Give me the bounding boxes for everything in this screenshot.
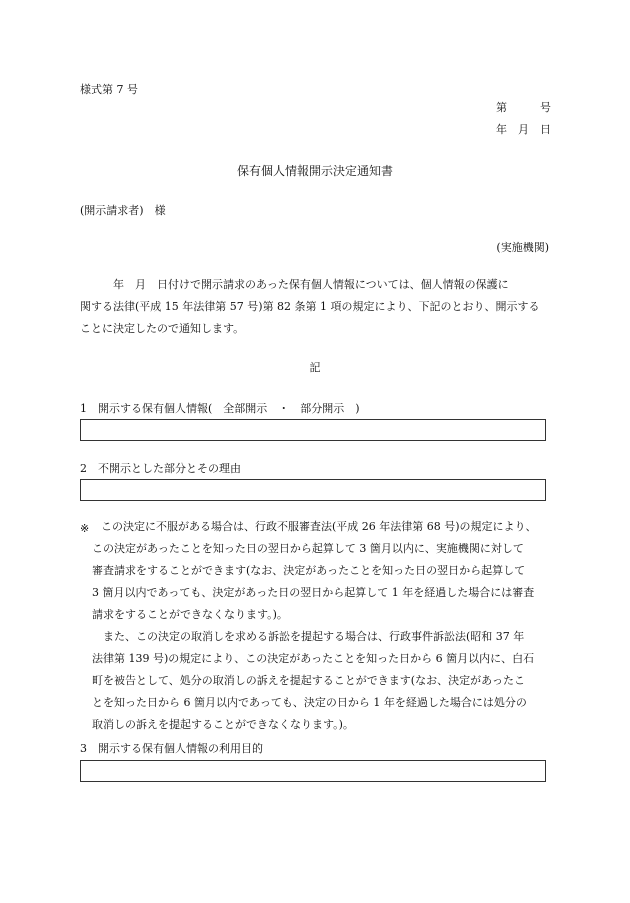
section2-label: 2 不開示とした部分とその理由 bbox=[80, 462, 241, 475]
section1-label: 1 開示する保有個人情報( 全部開示 ・ 部分開示 ) bbox=[80, 402, 360, 415]
section1-field[interactable] bbox=[80, 419, 546, 441]
document-title: 保有個人情報開示決定通知書 bbox=[236, 164, 393, 178]
note-line: 審査請求をすることができます(なお、決定があったことを知った日の翌日から起算して bbox=[92, 564, 526, 577]
issuing-agency: (実施機関) bbox=[496, 241, 549, 254]
intro-line: 関する法律(平成 15 年法律第 57 号)第 82 条第 1 項の規定により、下記のとおり、開示する bbox=[80, 300, 540, 313]
note-line: 3 箇月以内であっても、決定があった日の翌日から起算して 1 年を経過した場合には審査 bbox=[92, 586, 535, 599]
note-paragraph bbox=[92, 516, 552, 736]
ki-heading: 記 bbox=[309, 361, 321, 374]
note-line: 取消しの訴えを提起することができなくなります。)。 bbox=[92, 718, 354, 731]
intro-line: ことに決定したので通知します。 bbox=[80, 322, 245, 335]
note-line: とを知った日から 6 箇月以内であっても、決定の日から 1 年を経過した場合には処分の bbox=[92, 696, 527, 709]
section3-field[interactable] bbox=[80, 760, 546, 782]
note-mark: ※ bbox=[80, 522, 90, 535]
date-month: 月 bbox=[518, 123, 529, 136]
note-line: 法律第 139 号)の規定により、この決定があったことを知った日から 6 箇月以内に、白石 bbox=[92, 652, 535, 665]
date-year: 年 bbox=[496, 123, 507, 136]
note-line: 町を被告として、処分の取消しの訴えを提起することができます(なお、決定があったこ bbox=[92, 674, 525, 687]
date-day: 日 bbox=[540, 123, 551, 136]
section3-label: 3 開示する保有個人情報の利用目的 bbox=[80, 742, 263, 755]
addressee: (開示請求者) 様 bbox=[80, 204, 166, 217]
note-line: また、この決定の取消しを求める訴訟を提起する場合は、行政事件訴訟法(昭和 37 年 bbox=[92, 630, 525, 643]
intro-line: 年 月 日付けで開示請求のあった保有個人情報については、個人情報の保護に bbox=[80, 278, 509, 291]
ref-dai: 第 bbox=[496, 101, 507, 114]
ref-go: 号 bbox=[540, 101, 551, 114]
note-line: この決定があったことを知った日の翌日から起算して 3 箇月以内に、実施機関に対して bbox=[92, 542, 524, 555]
note-line: 請求をすることができなくなります。)。 bbox=[92, 608, 288, 621]
note-line: この決定に不服がある場合は、行政不服審査法(平成 26 年法律第 68 号)の規定により、 bbox=[101, 520, 537, 533]
section2-field[interactable] bbox=[80, 479, 546, 501]
intro-paragraph bbox=[80, 274, 550, 340]
form-number: 様式第 7 号 bbox=[80, 83, 138, 96]
